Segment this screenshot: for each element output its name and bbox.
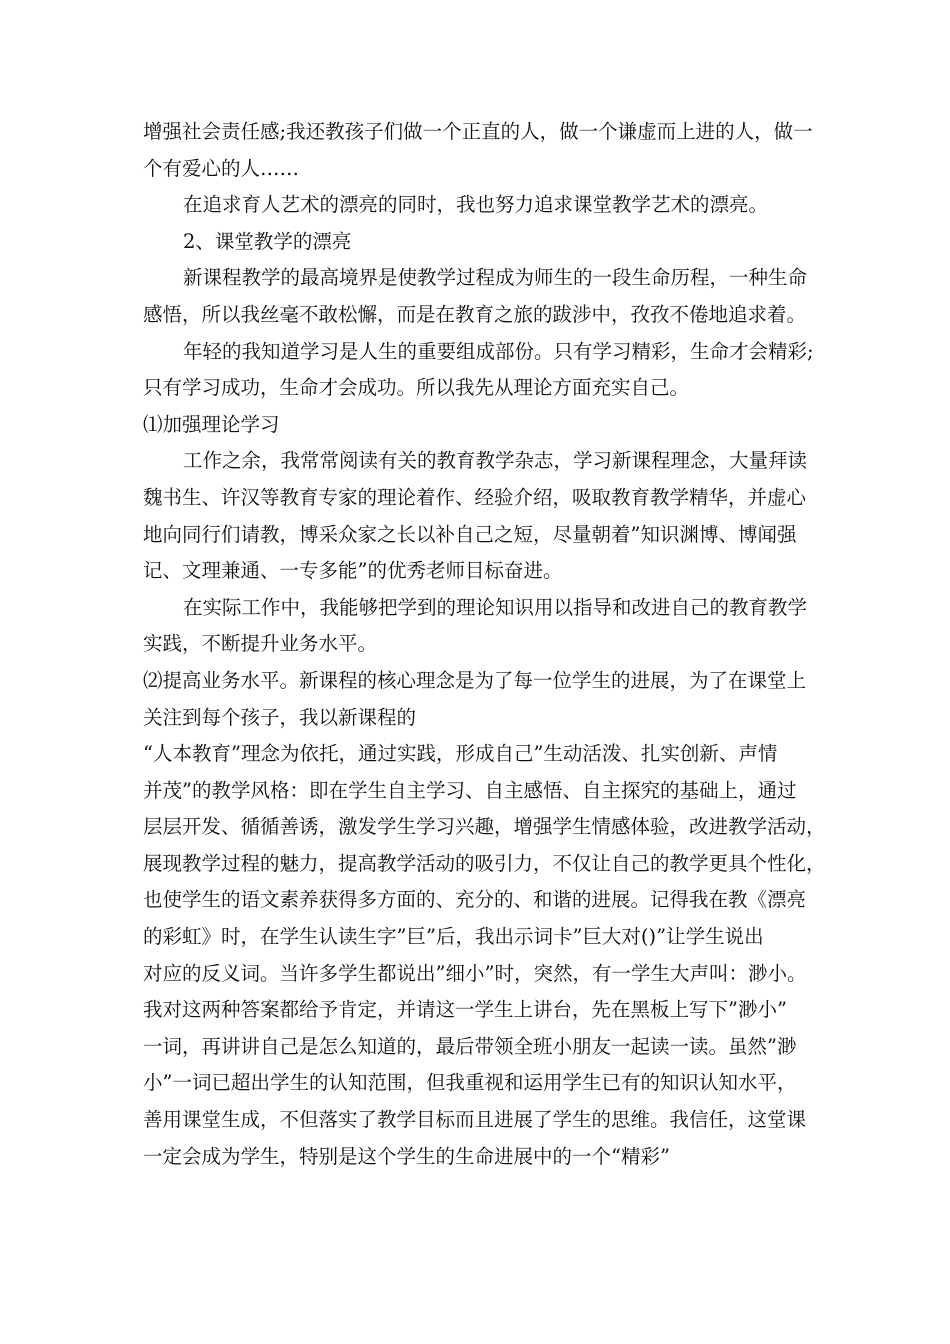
text-line: 在实际工作中，我能够把学到的理论知识用以指导和改进自己的教育教学 [183, 595, 808, 619]
text-line: 地向同行们请教，博采众家之长以补自己之短，尽量朝着”知识渊博、博闻强 [143, 522, 797, 546]
text-line: 魏书生、许汉等教育专家的理论着作、经验介绍，吸取教育教学精华，并虚心 [143, 485, 807, 509]
text-line: 展现教学过程的魅力，提高教学活动的吸引力，不仅让自己的教学更具个性化， [143, 851, 826, 875]
text-line: 我对这两种答案都给予肯定，并请这一学生上讲台，先在黑板上写下”渺小” [143, 998, 787, 1022]
text-line: 一词，再讲讲自己是怎么知道的，最后带领全班小朋友一起读一读。虽然”渺 [143, 1034, 797, 1058]
document-body [143, 114, 826, 1175]
text-line: 记、文理兼通、一专多能”的优秀老师目标奋进。 [143, 559, 563, 583]
text-line: 小”一词已超出学生的认知范围，但我重视和运用学生已有的知识认知水平， [143, 1071, 797, 1095]
text-line: 也使学生的语文素养获得多方面的、充分的、和谐的进展。记得我在教《漂亮 [143, 888, 807, 912]
text-line: “人本教育”理念为依托，通过实践，形成自己”生动活泼、扎实创新、声情 [143, 742, 778, 766]
text-line: ⑵提高业务水平。新课程的核心理念是为了每一位学生的进展，为了在课堂上 [143, 668, 807, 692]
text-line: 在追求育人艺术的漂亮的同时，我也努力追求课堂教学艺术的漂亮。 [183, 193, 769, 217]
text-line: 感悟，所以我丝毫不敢松懈，而是在教育之旅的跋涉中，孜孜不倦地追求着。 [143, 302, 807, 326]
text-line: 个有爱心的人…… [143, 156, 300, 180]
text-line: 并茂”的教学风格：即在学生自主学习、自主感悟、自主探究的基础上，通过 [143, 778, 797, 802]
text-line: 实践，不断提升业务水平。 [143, 632, 378, 656]
text-line: 善用课堂生成，不但落实了教学目标而且进展了学生的思维。我信任，这堂课 [143, 1108, 807, 1132]
text-line: 只有学习成功，生命才会成功。所以我先从理论方面充实自己。 [143, 376, 690, 400]
text-line: 一定会成为学生，特别是这个学生的生命进展中的一个“精彩” [143, 1144, 670, 1168]
text-line: 关注到每个孩子，我以新课程的 [143, 705, 417, 729]
text-line: 年轻的我知道学习是人生的重要组成部份。只有学习精彩，生命才会精彩; [183, 339, 814, 363]
subsection-heading: ⑴加强理论学习 [143, 412, 280, 436]
text-line: 层层开发、循循善诱，激发学生学习兴趣，增强学生情感体验，改进教学活动， [143, 815, 826, 839]
text-line: 新课程教学的最高境界是使教学过程成为师生的一段生命历程，一种生命 [183, 266, 808, 290]
section-heading: 2、课堂教学的漂亮 [183, 229, 352, 253]
text-line: 的彩虹》时，在学生认读生字”巨”后，我出示词卡”巨大对()”让学生说出 [143, 925, 764, 949]
text-line: 工作之余，我常常阅读有关的教育教学杂志，学习新课程理念，大量拜读 [183, 449, 808, 473]
text-line: 增强社会责任感;我还教孩子们做一个正直的人，做一个谦虚而上进的人，做一 [143, 120, 813, 143]
text-line: 对应的反义词。当许多学生都说出”细小”时，突然，有一学生大声叫：渺小。 [143, 961, 807, 985]
